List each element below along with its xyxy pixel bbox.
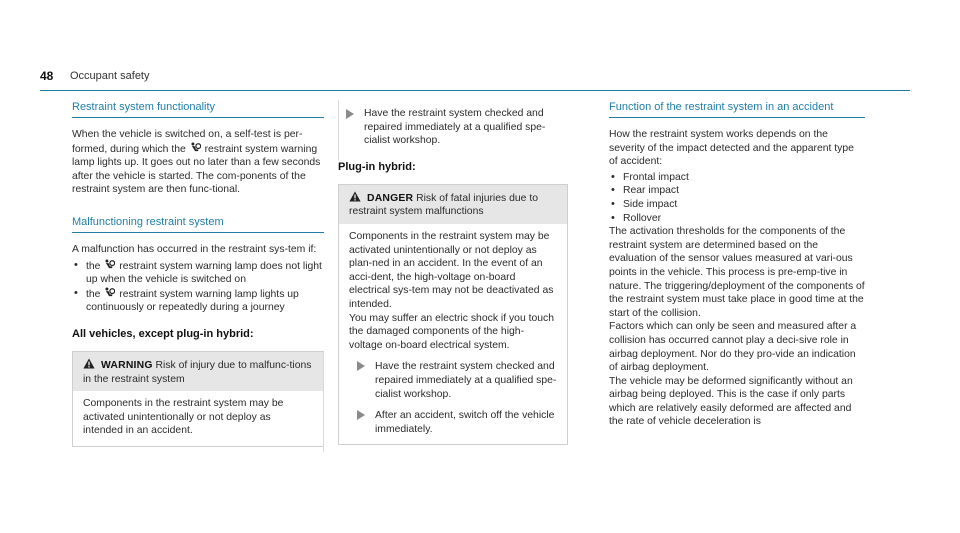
deformation-paragraph: The vehicle may be deformed significantly without an airbag being deployed. This is the case if only parts which are relatively easily deformed are affected and the rate of vehicle deceleration is bbox=[609, 375, 853, 428]
list-item: • the restraint system warning lamp lights up continuously or repeatedly during a journey bbox=[74, 286, 299, 314]
column-divider bbox=[323, 352, 324, 452]
action-item: After an accident, switch off the vehicle immediately. bbox=[349, 409, 557, 436]
malfunction-intro: A malfunction has occurred in the restraint sys-tem if: bbox=[72, 243, 317, 255]
impact-type-list bbox=[609, 171, 865, 225]
subheading-plug-in-hybrid: Plug-in hybrid: bbox=[338, 160, 416, 173]
section-heading-malfunction: Malfunctioning restraint system bbox=[72, 215, 324, 233]
section-heading-functionality: Restraint system functionality bbox=[72, 100, 324, 118]
action-arrow-icon bbox=[346, 109, 354, 119]
page-title: Occupant safety bbox=[70, 70, 150, 82]
warning-triangle-icon bbox=[83, 358, 95, 369]
warning-triangle-icon bbox=[349, 191, 361, 202]
page-number: 48 bbox=[40, 69, 54, 83]
bullet-icon: • bbox=[74, 286, 78, 299]
functionality-paragraph: When the vehicle is switched on, a self-test is per-formed, during which the restraint system warning lamp lights up. It goes out no later than a few seconds after the vehicle is started. The com-ponents of the restraint system are then func-tional. bbox=[72, 129, 321, 196]
action-arrow-icon bbox=[357, 410, 365, 420]
danger-paragraph: Components in the restraint system may be activated unintentionally or not deploy as plan-ned in an accident. In the event of an acci-dent, the high-voltage on-board electrical sys-tem may not be deactivated as intended. bbox=[349, 230, 554, 310]
bullet-icon: • bbox=[611, 197, 615, 210]
column-3 bbox=[609, 100, 865, 429]
warning-title: Risk of injury due to malfunc-tions in the restraint system bbox=[83, 359, 312, 385]
column-2 bbox=[338, 100, 570, 445]
list-item: • the restraint system warning lamp does not light up when the vehicle is switched on bbox=[74, 258, 322, 286]
danger-paragraph: You may suffer an electric shock if you touch the damaged components of the high-voltage on-board electrical system. bbox=[349, 312, 555, 351]
bullet-icon: • bbox=[74, 258, 78, 271]
column-1 bbox=[72, 100, 324, 447]
warning-body: Components in the restraint system may be activated unintentionally or not deploy as intended in an accident. bbox=[83, 398, 284, 437]
action-item: Have the restraint system checked and repaired immediately at a qualified spe-cialist workshop. bbox=[349, 360, 557, 401]
airbag-warning-lamp-icon bbox=[190, 142, 201, 153]
warning-box bbox=[72, 351, 324, 447]
activation-paragraph: The activation thresholds for the components of the restraint system are determined based on the evaluation of the sensor values measured at vari-ous points in the vehicle. This process is pre-emp-tive in nature. The triggering/deployment of the components of the restraint system must take place in good time at the start of the collision. bbox=[609, 226, 865, 319]
section-heading-accident-function: Function of the restraint system in an accident bbox=[609, 100, 865, 118]
bullet-icon: • bbox=[611, 184, 615, 197]
danger-header bbox=[339, 185, 567, 224]
header-rule bbox=[40, 90, 910, 91]
warning-header bbox=[73, 352, 323, 391]
danger-box bbox=[338, 184, 568, 446]
airbag-warning-lamp-icon bbox=[104, 287, 115, 298]
danger-title: Risk of fatal injuries due to restraint system malfunctions bbox=[349, 192, 538, 218]
airbag-warning-lamp-icon bbox=[104, 259, 115, 270]
list-item: • Rollover bbox=[611, 211, 662, 224]
danger-keyword: DANGER bbox=[367, 192, 414, 204]
bullet-icon: • bbox=[611, 170, 615, 183]
list-item: • Rear impact bbox=[611, 184, 680, 197]
bullet-icon: • bbox=[611, 211, 615, 224]
list-item: • Frontal impact bbox=[611, 170, 689, 183]
factors-paragraph: Factors which can only be seen and measured after a collision has occurred cannot play a deci-sive role in airbag deployment. Nor do they pro-vide an indication of airbag deployment. bbox=[609, 321, 857, 374]
malfunction-list bbox=[72, 259, 324, 315]
page-header bbox=[40, 68, 910, 84]
column-divider bbox=[338, 100, 339, 160]
action-arrow-icon bbox=[357, 361, 365, 371]
danger-body bbox=[339, 224, 567, 444]
list-item: • Side impact bbox=[611, 197, 678, 210]
warning-keyword: WARNING bbox=[101, 359, 153, 371]
subheading-all-vehicles: All vehicles, except plug-in hybrid: bbox=[72, 327, 254, 340]
accident-intro: How the restraint system works depends on the severity of the impact detected and the apparent type of accident: bbox=[609, 129, 854, 168]
action-item: Have the restraint system checked and repaired immediately at a qualified spe-cialist workshop. bbox=[338, 100, 570, 148]
